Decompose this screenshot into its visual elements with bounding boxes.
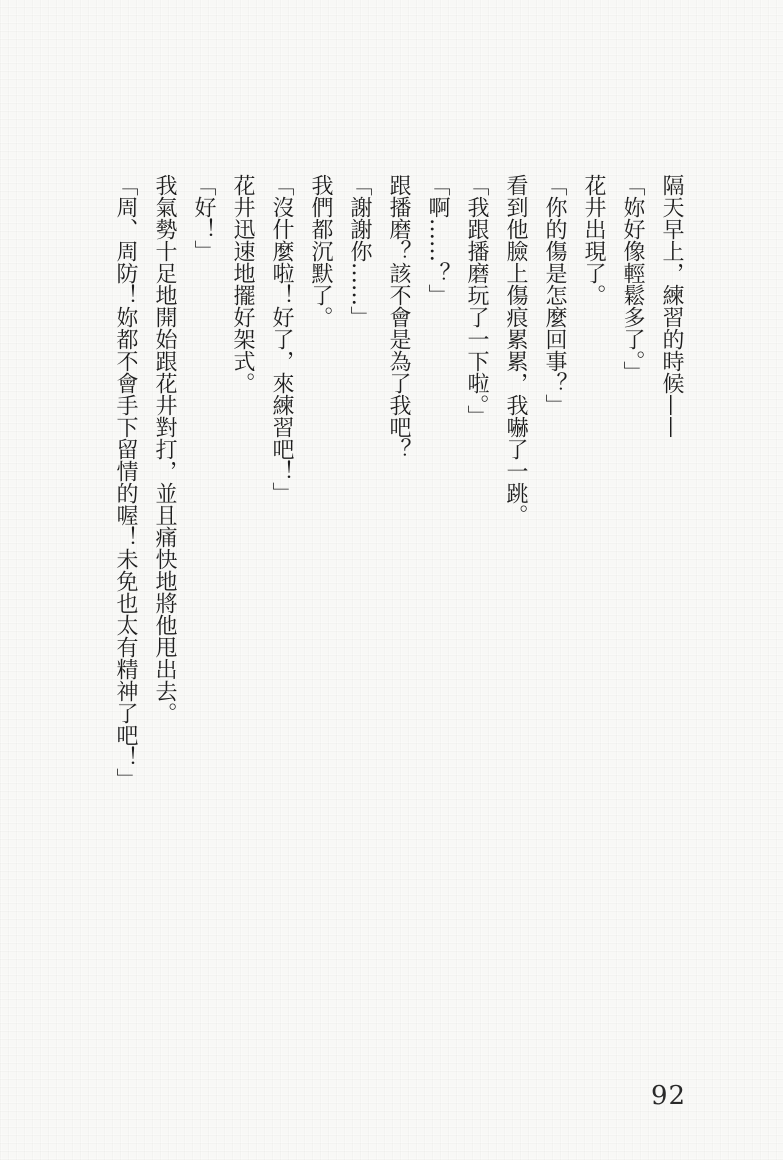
novel-line: 「好！」: [191, 174, 216, 262]
novel-line: 「我跟播磨玩了一下啦。」: [464, 174, 489, 427]
novel-line: 花井出現了。: [581, 174, 606, 306]
novel-line: 「你的傷是怎麼回事？」: [542, 174, 567, 416]
text-block: [106, 174, 691, 800]
novel-line: 花井迅速地擺好架式。: [230, 174, 255, 394]
novel-line: 「周、周防！妳都不會手下留情的喔！未免也太有精神了吧！」: [113, 174, 138, 790]
novel-line: 「啊……？」: [425, 174, 450, 306]
novel-line: 隔天早上，練習的時候——: [659, 174, 684, 438]
novel-line: 跟播磨？該不會是為了我吧？: [386, 174, 411, 460]
novel-line: 「沒什麼啦！好了，來練習吧！」: [269, 174, 294, 504]
novel-line: 看到他臉上傷痕累累，我嚇了一跳。: [503, 174, 528, 526]
novel-line: 「謝謝你……」: [347, 174, 372, 328]
novel-line: 我氣勢十足地開始跟花井對打，並且痛快地將他甩出去。: [152, 174, 177, 724]
novel-line: 「妳好像輕鬆多了。」: [620, 174, 645, 383]
page-number: 92: [651, 1081, 687, 1111]
novel-line: 我們都沉默了。: [308, 174, 333, 328]
